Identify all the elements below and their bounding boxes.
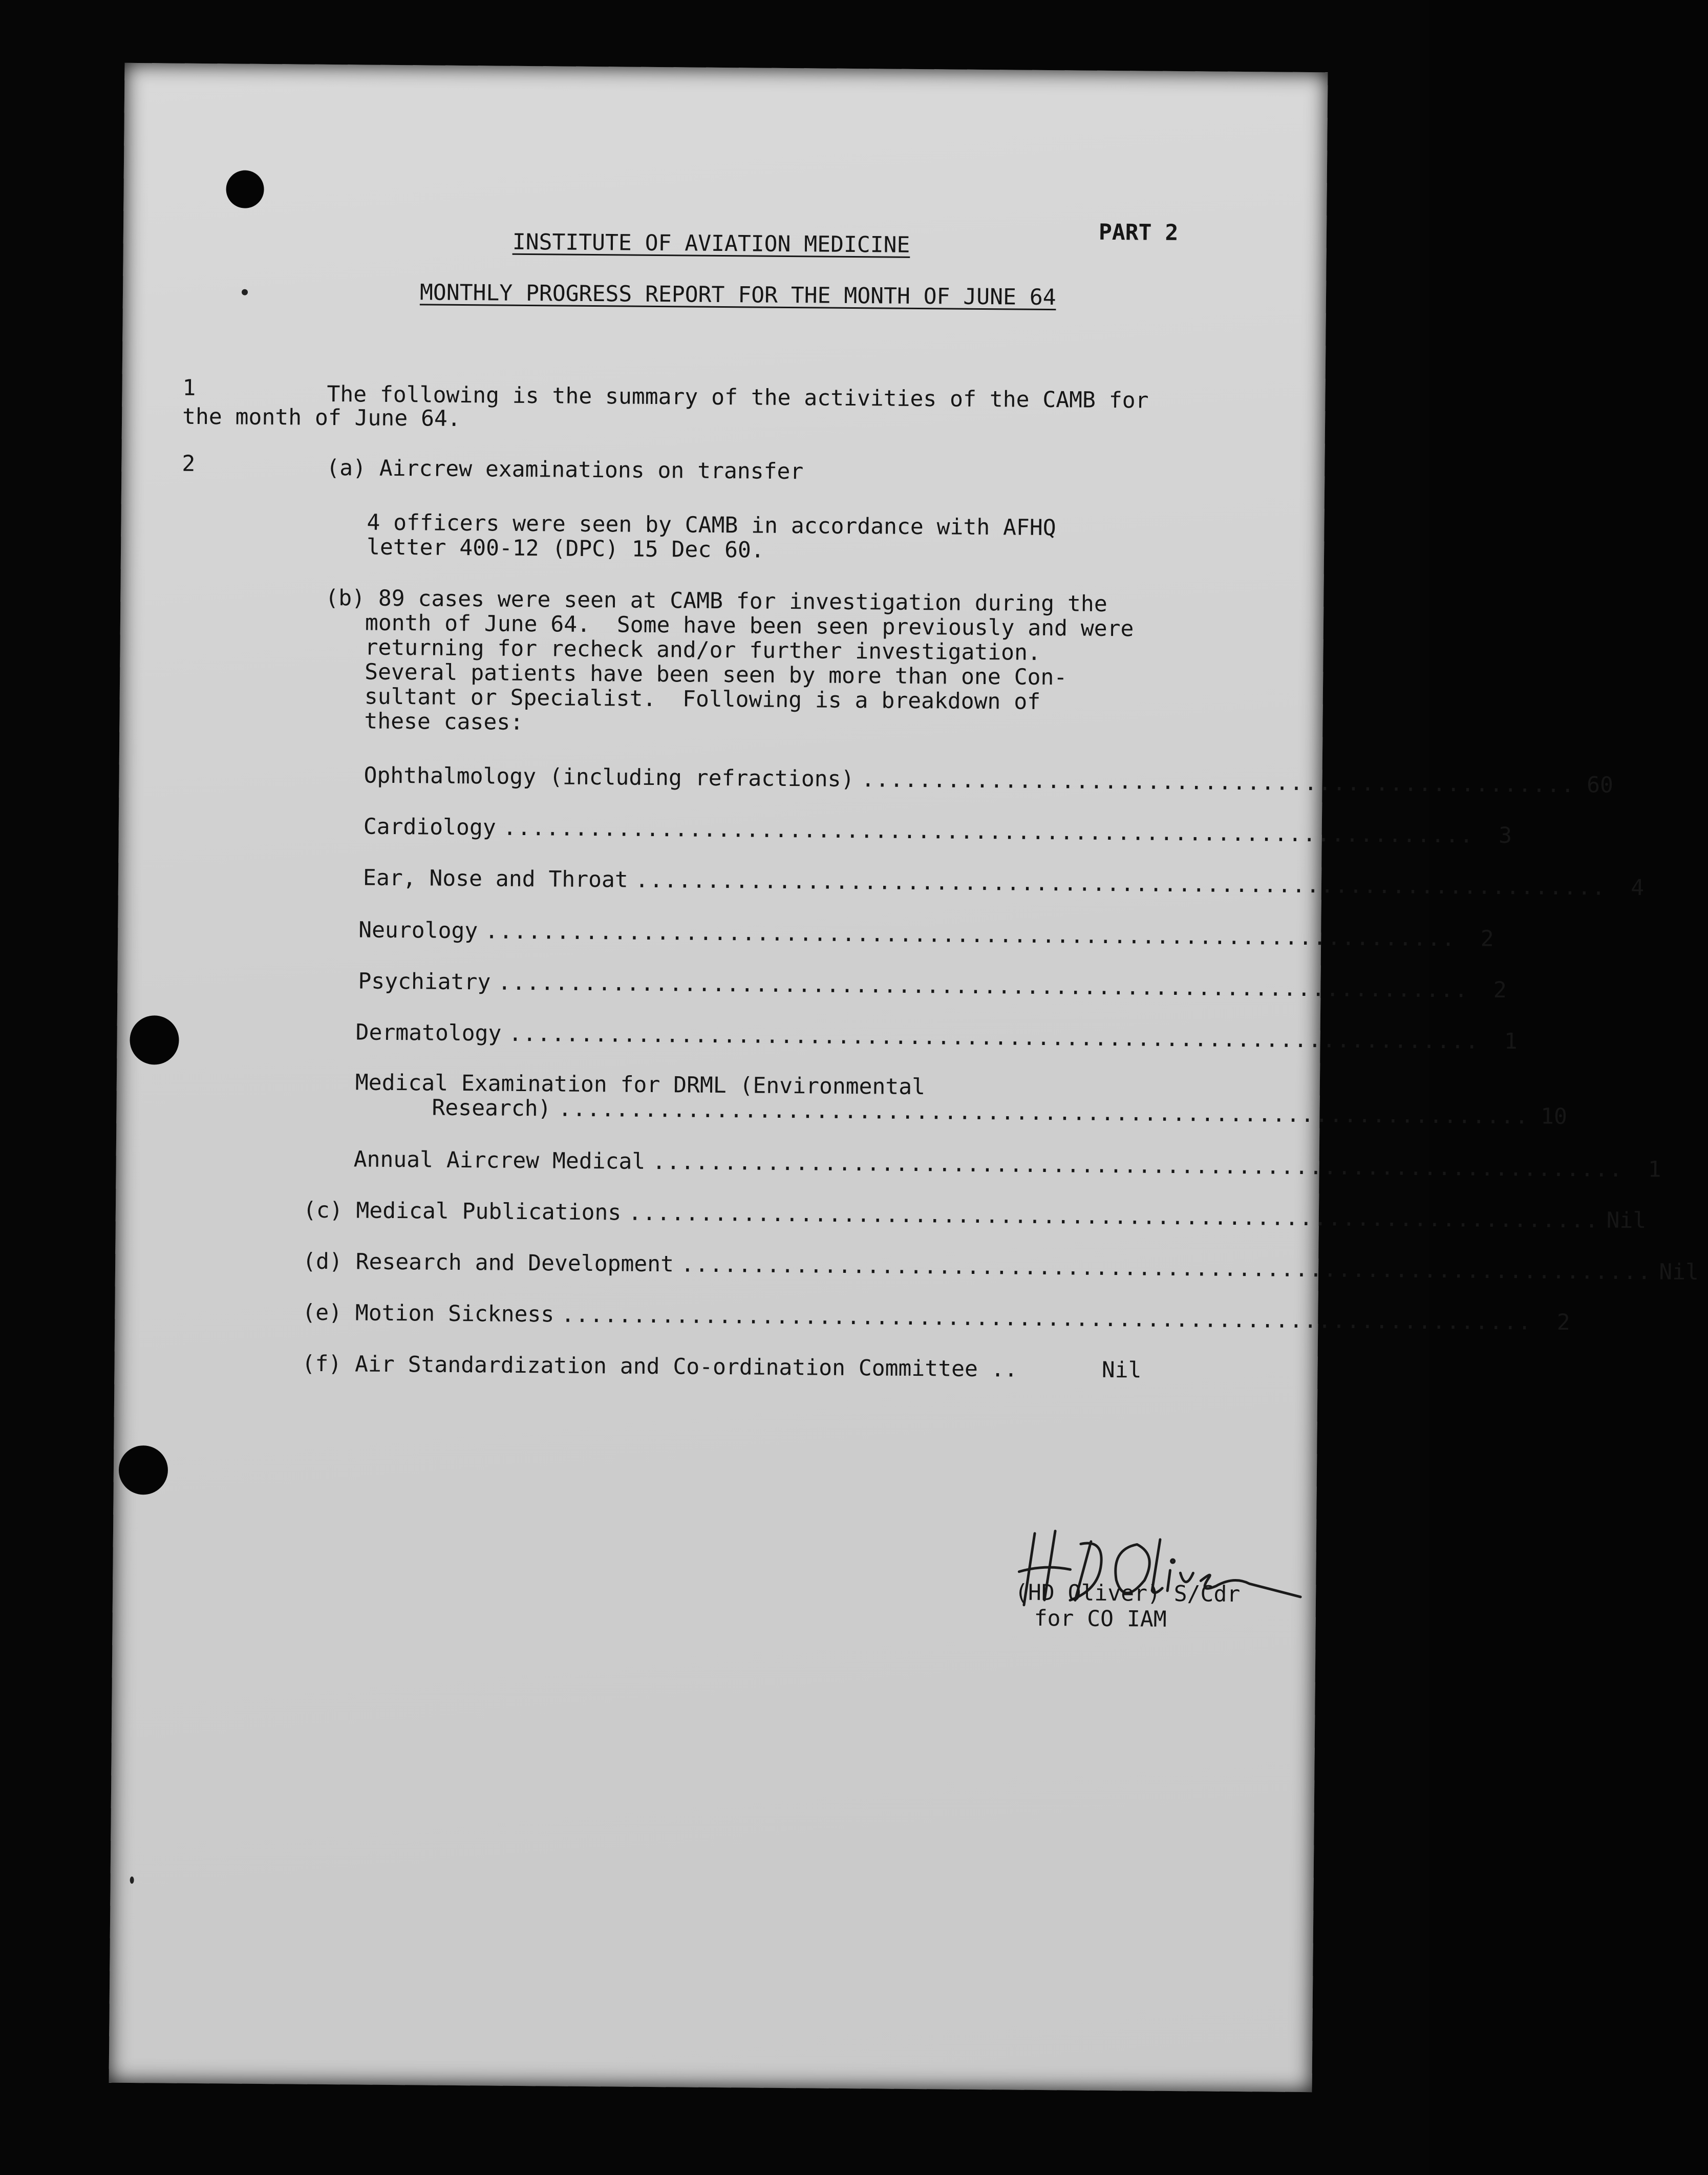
para1-line2: the month of June 64. (182, 403, 461, 432)
document-title: INSTITUTE OF AVIATION MEDICINE (512, 229, 910, 258)
breakdown-row: Research) .................................................................... 10 (432, 1095, 1568, 1130)
para2-b-line3: returning for recheck and/or further investigation. (365, 634, 1041, 666)
punch-hole-bottom (119, 1445, 168, 1495)
document-page (109, 63, 1699, 2092)
section-item: (e) Motion Sickness .................................................................... 2 (302, 1299, 1570, 1336)
para1-line1: The following is the summary of the activities of the CAMB for (327, 381, 1149, 414)
breakdown-label-line1: Medical Examination for DRML (Environmental (355, 1070, 926, 1100)
breakdown-row: Psychiatry .................................................................... 2 (358, 968, 1507, 1004)
breakdown-row: Ear, Nose and Throat .................................................................... 4 (362, 865, 1645, 901)
breakdown-row: Neurology .................................................................... 2 (358, 917, 1494, 952)
section-item: (d) Research and Development .................................................................... Nil (302, 1248, 1699, 1286)
section-item: (c) Medical Publications .................................................................... Nil (303, 1197, 1647, 1234)
signature-for: for CO IAM (1034, 1605, 1167, 1632)
para2-b-line6: these cases: (364, 708, 524, 735)
para2-b-line4: Several patients have been seen by more than one Con- (365, 659, 1068, 691)
para1-number: 1 (182, 375, 196, 401)
part-label: PART 2 (1098, 219, 1179, 246)
punch-hole-top (226, 170, 264, 208)
para2-number: 2 (182, 451, 196, 477)
breakdown-row: Dermatology .................................................................... 1 (355, 1019, 1518, 1055)
breakdown-row: Ophthalmology (including refractions) .................................................. 60 (364, 762, 1614, 798)
breakdown-row: Cardiology .................................................................... 3 (363, 814, 1512, 849)
document-subtitle: MONTHLY PROGRESS REPORT FOR THE MONTH OF JUNE 64 (419, 280, 1056, 311)
para2-b-line5: sultant or Specialist. Following is a breakdown of (364, 684, 1041, 715)
para2-a-label: (a) Aircrew examinations on transfer (326, 455, 804, 485)
signature-name: (HD Oliver) S/Cdr (1014, 1580, 1241, 1608)
speck (242, 289, 248, 295)
para2-b-line1: (b) 89 cases were seen at CAMB for investigation during the (325, 585, 1107, 617)
speck (130, 1877, 134, 1884)
section-item: (f) Air Standardization and Co-ordination Committee .. Nil (302, 1351, 1142, 1383)
para2-a-line2: letter 400-12 (DPC) 15 Dec 60. (366, 534, 764, 563)
breakdown-row: Annual Aircrew Medical .................................................................... 1 (353, 1146, 1661, 1183)
para2-a-line1: 4 officers were seen by CAMB in accordance with AFHQ (367, 509, 1056, 541)
para2-b-line2: month of June 64. Some have been seen previously and were (365, 610, 1134, 642)
punch-hole-middle (130, 1015, 179, 1065)
